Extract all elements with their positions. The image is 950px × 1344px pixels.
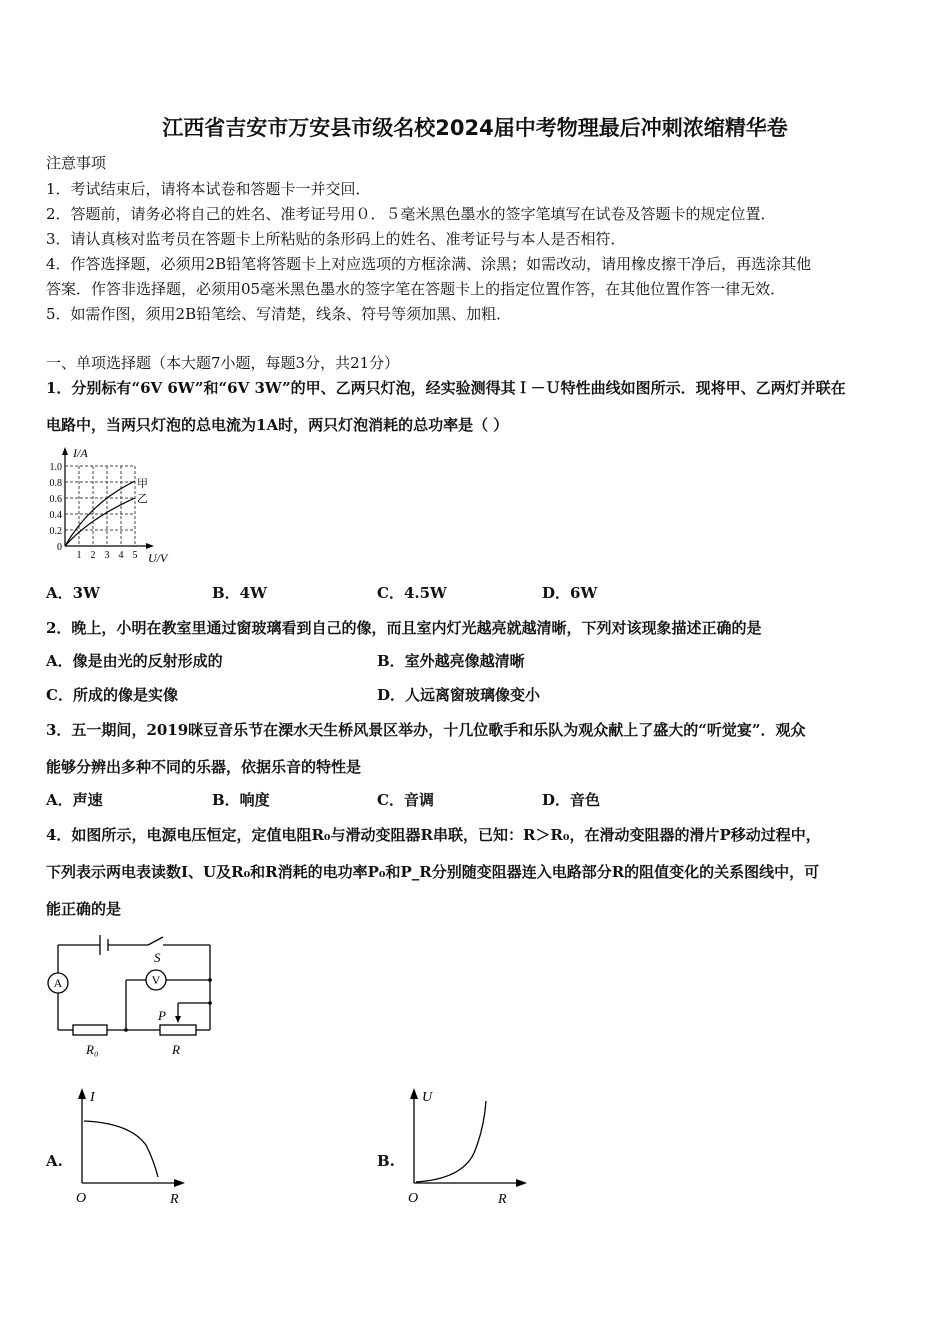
slider-label: P <box>158 1008 166 1023</box>
curve-label-jia: 甲 <box>137 478 148 490</box>
y-tick: 0.4 <box>49 510 62 521</box>
x-tick: 3 <box>104 550 110 561</box>
q3-option-d[interactable]: D．音色 <box>542 791 601 809</box>
q3-option-c[interactable]: C．音调 <box>377 791 434 809</box>
graph-b-curve <box>416 1101 486 1182</box>
x-tick: 2 <box>90 550 96 561</box>
graph-b-ylabel: U <box>422 1090 433 1105</box>
q1-option-c[interactable]: C．4.5W <box>377 584 447 602</box>
q4-stem-line1: 4．如图所示，电源电压恒定，定值电阻R₀与滑动变阻器R串联，已知：R＞R₀，在滑动变阻器的滑片P移动过程中， <box>46 826 821 844</box>
y-tick: 1.0 <box>49 462 62 473</box>
notice-item: 3．请认真核对监考员在答题卡上所粘贴的条形码上的姓名、准考证号与本人是否相符． <box>46 230 626 248</box>
q4-circuit-diagram <box>38 928 228 1063</box>
notice-item: 5．如需作图，须用2B铅笔绘、写清楚，线条、符号等须加黑、加粗． <box>46 305 512 323</box>
q2-option-b[interactable]: B．室外越亮像越清晰 <box>377 652 525 670</box>
q3-stem-line2: 能够分辨出多种不同的乐器，依据乐音的特性是 <box>46 758 362 776</box>
notice-item: 2．答题前，请务必将自己的姓名、准考证号用０．５毫米黑色墨水的签字笔填写在试卷及答题卡的规定位置． <box>46 205 776 223</box>
y-tick: 0 <box>57 542 62 553</box>
q2-stem: 2．晚上，小明在教室里通过窗玻璃看到自己的像，而且室内灯光越亮就越清晰，下列对该现象描述正确的是 <box>46 619 762 637</box>
page-title: 江西省吉安市万安县市级名校2024届中考物理最后冲刺浓缩精华卷 <box>162 116 788 140</box>
graph-b-origin: O <box>408 1191 419 1206</box>
r-label: R <box>172 1042 180 1057</box>
q1-stem-line1: 1．分别标有“6V 6W”和“6V 3W”的甲、乙两只灯泡，经实验测得其Ｉ－Ｕ特性曲线如图所示．现将甲、乙两灯并联在 <box>46 379 846 397</box>
curve-label-yi: 乙 <box>137 493 148 505</box>
switch-label: S <box>154 950 161 965</box>
q4-option-b[interactable]: B. <box>377 1152 395 1170</box>
notice-item: 1．考试结束后，请将本试卷和答题卡一并交回． <box>46 180 371 198</box>
graph-a-curve <box>84 1121 158 1177</box>
chart-xlabel: U/V <box>148 551 168 565</box>
graph-b-xlabel: R <box>498 1192 507 1207</box>
chart-ylabel: I/A <box>73 446 88 460</box>
q3-option-b[interactable]: B．响度 <box>212 791 270 809</box>
x-tick: 5 <box>132 550 138 561</box>
q4-graph-a <box>70 1085 190 1213</box>
q4-option-a[interactable]: A. <box>46 1152 63 1170</box>
section-heading: 一、单项选择题（本大题7小题，每题3分，共21分） <box>46 354 400 372</box>
notice-heading: 注意事项 <box>46 154 107 172</box>
y-tick: 0.8 <box>49 478 62 489</box>
q3-stem-line1: 3．五一期间，2019咪豆音乐节在溧水天生桥风景区举办，十几位歌手和乐队为观众献上了盛大的“听觉宴”．观众 <box>46 721 806 739</box>
q4-graph-b <box>402 1085 532 1213</box>
r0-label: R₀ <box>86 1042 99 1057</box>
q4-stem-line3: 能正确的是 <box>46 900 122 918</box>
voltmeter-label: V <box>151 973 161 987</box>
graph-a-origin: O <box>76 1191 87 1206</box>
q1-stem-line2: 电路中，当两只灯泡的总电流为1A时，两只灯泡消耗的总功率是（ ） <box>46 416 509 434</box>
graph-a-ylabel: I <box>90 1090 95 1105</box>
notice-item: 答案．作答非选择题，必须用05毫米黑色墨水的签字笔在答题卡上的指定位置作答，在其他位置作答一律无效． <box>46 280 786 298</box>
graph-a-xlabel: R <box>170 1192 179 1207</box>
q1-option-a[interactable]: A．3W <box>46 584 100 602</box>
q1-option-b[interactable]: B．4W <box>212 584 267 602</box>
y-tick: 0.2 <box>49 526 62 537</box>
q2-option-c[interactable]: C．所成的像是实像 <box>46 686 178 704</box>
notice-item: 4．作答选择题，必须用2B铅笔将答题卡上对应选项的方框涂满、涂黑；如需改动，请用橡皮擦干净后，再选涂其他 <box>46 255 812 273</box>
x-tick: 1 <box>76 550 82 561</box>
curve-yi <box>65 498 135 546</box>
ammeter-label: A <box>53 976 63 990</box>
q1-iu-chart <box>30 443 190 573</box>
x-tick: 4 <box>118 550 124 561</box>
q3-option-a[interactable]: A．声速 <box>46 791 103 809</box>
q1-option-d[interactable]: D．6W <box>542 584 598 602</box>
q2-option-d[interactable]: D．人远离窗玻璃像变小 <box>377 686 541 704</box>
q2-option-a[interactable]: A．像是由光的反射形成的 <box>46 652 223 670</box>
q4-stem-line2: 下列表示两电表读数I、U及R₀和R消耗的电功率P₀和P_R分别随变阻器连入电路部分R的阻值变化的关系图线中，可 <box>46 863 820 881</box>
y-tick: 0.6 <box>49 494 62 505</box>
